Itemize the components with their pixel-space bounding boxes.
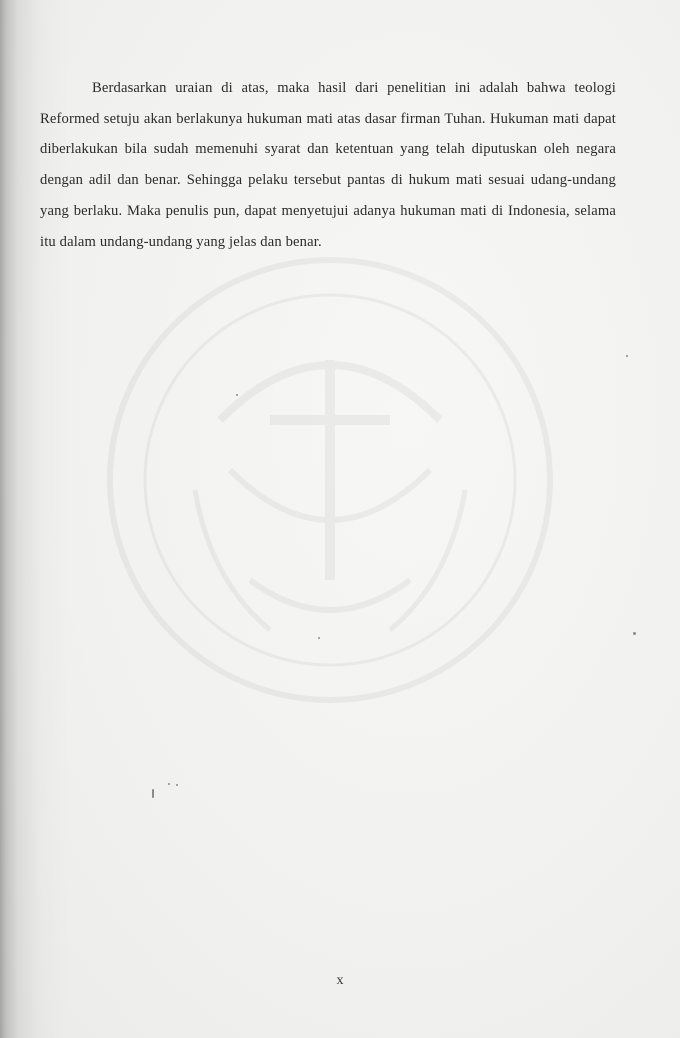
scan-speck (168, 783, 170, 785)
page-number: x (336, 973, 344, 988)
body-text (40, 73, 616, 257)
scan-speck (152, 789, 154, 798)
scan-speck (633, 632, 636, 635)
scan-speck (236, 394, 238, 396)
scan-speck (318, 637, 320, 639)
conclusion-paragraph: Berdasarkan uraian di atas, maka hasil dari penelitian ini adalah bahwa teologi Reformed setuju akan berlakunya hukuman mati atas dasar firman Tuhan. Hukuman mati dapat diberlakukan bila sudah memenuhi syarat dan ketentuan yang telah diputuskan oleh negara dengan adil dan benar. Sehingga pelaku tersebut pantas di hukum mati sesuai udang-undang yang berlaku. Maka penulis pun, dapat menyetujui adanya hukuman mati di Indonesia, selama itu dalam undang-undang yang jelas dan benar. (40, 80, 616, 250)
institution-seal-icon (100, 250, 560, 710)
scan-speck (176, 784, 178, 786)
scan-speck (626, 355, 628, 357)
